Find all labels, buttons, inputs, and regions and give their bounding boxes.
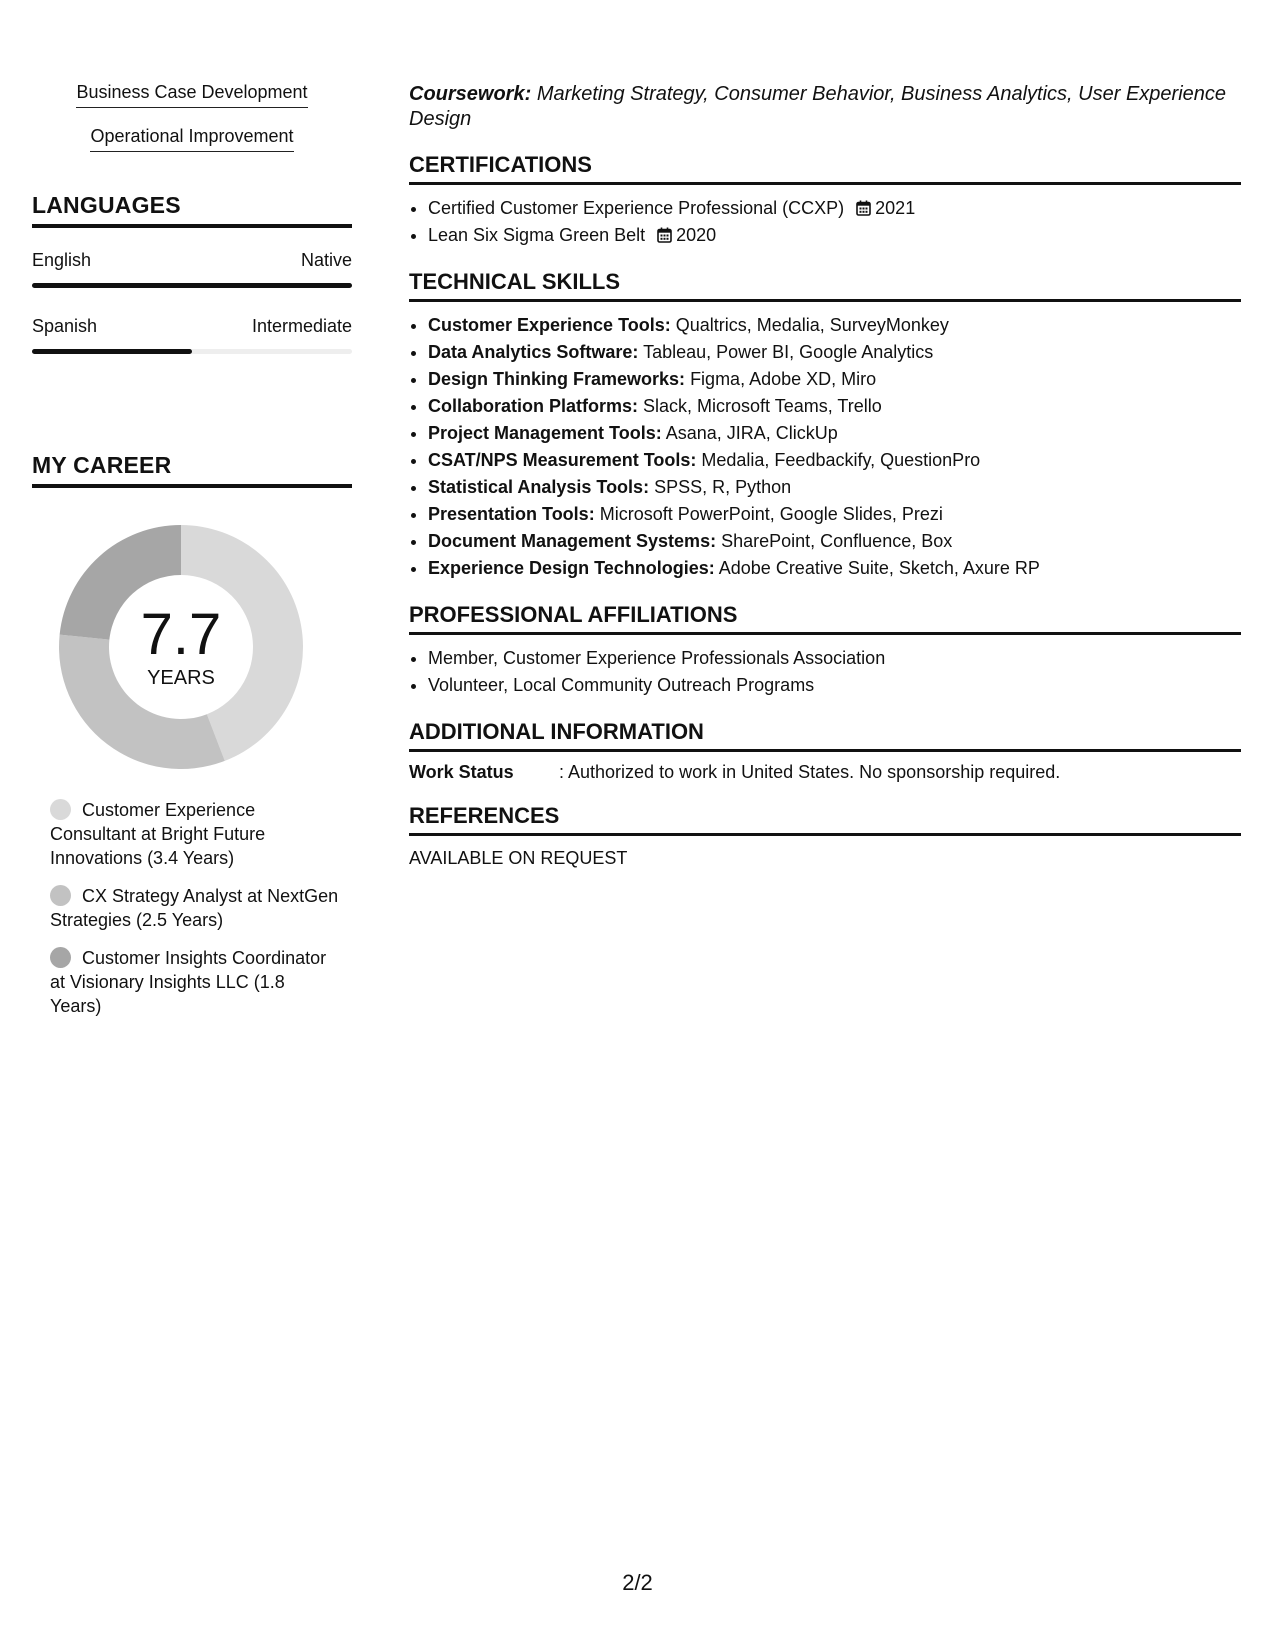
coursework-text: Marketing Strategy, Consumer Behavior, Business Analytics, User Experience Design — [409, 83, 1227, 130]
legend-item — [50, 946, 340, 1018]
skill-tag — [32, 126, 352, 152]
language-row — [32, 250, 352, 288]
affiliations-heading: PROFESSIONAL AFFILIATIONS — [409, 602, 1241, 635]
skill-tag-label: Business Case Development — [76, 82, 307, 108]
skill-label: Statistical Analysis Tools: — [428, 477, 650, 497]
legend-label: Customer Experience Consultant at Bright Future Innovations (3.4 Years) — [50, 800, 266, 868]
certification-item — [428, 195, 1241, 222]
legend-dot — [50, 947, 71, 968]
skill-label: Customer Experience Tools: — [428, 315, 671, 335]
skill-value: SPSS, R, Python — [654, 477, 792, 497]
career-legend — [50, 798, 340, 1018]
donut-total-value: 7.7 — [140, 601, 222, 667]
certifications-section — [409, 152, 1241, 249]
skill-label: Project Management Tools: — [428, 423, 662, 443]
certifications-heading: CERTIFICATIONS — [409, 152, 1241, 185]
certification-name: Certified Customer Experience Professional (CCXP) — [428, 198, 845, 218]
certification-year: 2021 — [875, 198, 916, 218]
technical-skills-section — [409, 269, 1241, 582]
skill-label: Data Analytics Software: — [428, 342, 639, 362]
skill-value: Figma, Adobe XD, Miro — [690, 369, 877, 389]
calendar-icon — [657, 227, 672, 243]
work-status-row — [409, 762, 1241, 783]
skill-value: SharePoint, Confluence, Box — [721, 531, 953, 551]
languages-section — [32, 192, 352, 354]
references-heading: REFERENCES — [409, 803, 1241, 836]
skill-item — [428, 339, 1241, 366]
language-level: Intermediate — [251, 316, 352, 336]
skill-value: Adobe Creative Suite, Sketch, Axure RP — [718, 558, 1040, 578]
additional-info-heading: ADDITIONAL INFORMATION — [409, 719, 1241, 752]
affiliation-item: • Volunteer, Local Community Outreach Programs — [428, 672, 1241, 699]
skill-item — [428, 501, 1241, 528]
certification-year: 2020 — [676, 225, 717, 245]
language-level: Native — [300, 250, 352, 270]
languages-heading: LANGUAGES — [32, 192, 352, 228]
affiliations-section — [409, 602, 1241, 699]
page-number: 2/2 — [622, 1570, 653, 1595]
skill-item — [428, 528, 1241, 555]
affiliation-item: • Member, Customer Experience Professionals Association — [428, 645, 1241, 672]
skill-label: Document Management Systems: — [428, 531, 717, 551]
skill-label: CSAT/NPS Measurement Tools: — [428, 450, 697, 470]
language-proficiency-fill — [32, 283, 352, 288]
legend-dot — [50, 885, 71, 906]
right-column — [409, 82, 1241, 869]
left-column — [32, 82, 352, 1016]
skill-label: Design Thinking Frameworks: — [428, 369, 686, 389]
legend-dot — [50, 799, 71, 820]
certification-item — [428, 222, 1241, 249]
language-proficiency-bar — [32, 349, 352, 354]
language-proficiency-fill — [32, 349, 192, 354]
career-heading: MY CAREER — [32, 452, 352, 488]
legend-label: CX Strategy Analyst at NextGen Strategies (2.5 Years) — [50, 886, 339, 930]
skill-item — [428, 555, 1241, 582]
career-donut-chart — [56, 522, 306, 772]
certification-name: Lean Six Sigma Green Belt — [428, 225, 646, 245]
skill-value: Asana, JIRA, ClickUp — [665, 423, 838, 443]
skill-label: Experience Design Technologies: — [428, 558, 715, 578]
donut-center — [56, 522, 306, 772]
language-name: Spanish — [32, 316, 98, 336]
legend-item — [50, 884, 340, 932]
legend-label: Customer Insights Coordinator at Visionary Insights LLC (1.8 Years) — [50, 948, 327, 1016]
skill-label: Presentation Tools: — [428, 504, 595, 524]
work-status-label: Work Status — [409, 762, 514, 782]
language-name: English — [32, 250, 92, 270]
skill-tag-label: Operational Improvement — [90, 126, 293, 152]
language-row — [32, 316, 352, 354]
legend-item — [50, 798, 340, 870]
skill-tag — [32, 82, 352, 108]
skill-value: Slack, Microsoft Teams, Trello — [643, 396, 882, 416]
skill-item — [428, 447, 1241, 474]
references-section — [409, 803, 1241, 869]
donut-total-unit: YEARS — [147, 666, 215, 689]
coursework — [409, 82, 1241, 132]
calendar-icon — [856, 200, 871, 216]
additional-info-section — [409, 719, 1241, 783]
career-section — [32, 452, 352, 1032]
technical-skills-heading: TECHNICAL SKILLS — [409, 269, 1241, 302]
skill-item — [428, 312, 1241, 339]
skill-item — [428, 366, 1241, 393]
skill-label: Collaboration Platforms: — [428, 396, 639, 416]
work-status-value: : Authorized to work in United States. No sponsorship required. — [559, 762, 1061, 782]
skill-item — [428, 393, 1241, 420]
skill-value: Microsoft PowerPoint, Google Slides, Prezi — [599, 504, 943, 524]
skill-value: Medalia, Feedbackify, QuestionPro — [701, 450, 981, 470]
coursework-label: Coursework: — [409, 83, 532, 105]
references-text: AVAILABLE ON REQUEST — [409, 848, 628, 868]
skill-value: Tableau, Power BI, Google Analytics — [643, 342, 934, 362]
skill-item — [428, 420, 1241, 447]
language-proficiency-bar — [32, 283, 352, 288]
skill-value: Qualtrics, Medalia, SurveyMonkey — [675, 315, 949, 335]
skill-item — [428, 474, 1241, 501]
